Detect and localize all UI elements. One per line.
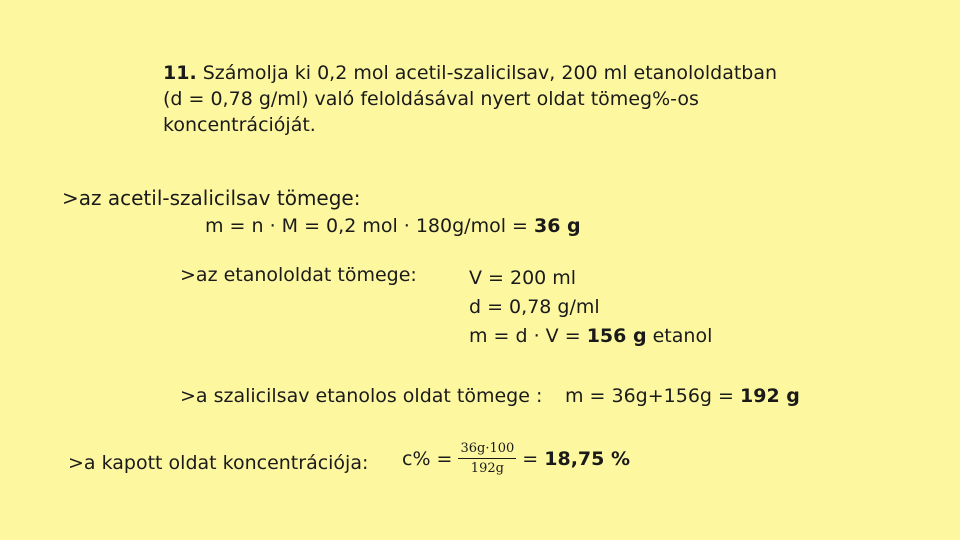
step2-mass-result: 156 g: [586, 325, 647, 347]
step4-lhs: c% =: [402, 447, 453, 470]
step4-formula: [402, 441, 630, 476]
step3-formula-text: m = 36g+156g =: [565, 385, 740, 407]
step2-values: [469, 264, 712, 351]
step1-formula: [205, 215, 581, 237]
fraction-numerator: 36g·100: [458, 441, 516, 459]
fraction-denominator: 192g: [470, 461, 504, 476]
problem-text-line3: koncentrációját.: [163, 114, 316, 136]
problem-text-line2: (d = 0,78 g/ml) való feloldásával nyert oldat tömeg%-os: [163, 88, 699, 110]
step4-heading: >a kapott oldat koncentrációja:: [68, 452, 369, 474]
step4-result: 18,75 %: [544, 447, 631, 470]
step2-volume: V = 200 ml: [469, 267, 577, 289]
step1-result: 36 g: [533, 215, 581, 237]
step2-mass-formula: m = d · V =: [469, 325, 587, 347]
step1-heading: >az acetil-szalicilsav tömege:: [62, 186, 361, 210]
step2-heading: >az etanololdat tömege:: [180, 264, 417, 286]
step2-mass-suffix: etanol: [646, 325, 713, 347]
step1-formula-text: m = n · M = 0,2 mol · 180g/mol =: [205, 215, 534, 237]
step4-equals: =: [522, 447, 539, 470]
problem-number: 11.: [163, 62, 197, 84]
step3-formula: [565, 385, 800, 407]
step3-result: 192 g: [740, 385, 800, 407]
problem-text-line1: Számolja ki 0,2 mol acetil-szalicilsav, 200 ml etanololdatban: [196, 62, 778, 84]
concentration-fraction: [458, 441, 516, 476]
step3-heading: >a szalicilsav etanolos oldat tömege :: [180, 385, 543, 407]
problem-statement: [163, 60, 803, 138]
step2-density: d = 0,78 g/ml: [469, 296, 600, 318]
step2-mass: [469, 322, 712, 351]
